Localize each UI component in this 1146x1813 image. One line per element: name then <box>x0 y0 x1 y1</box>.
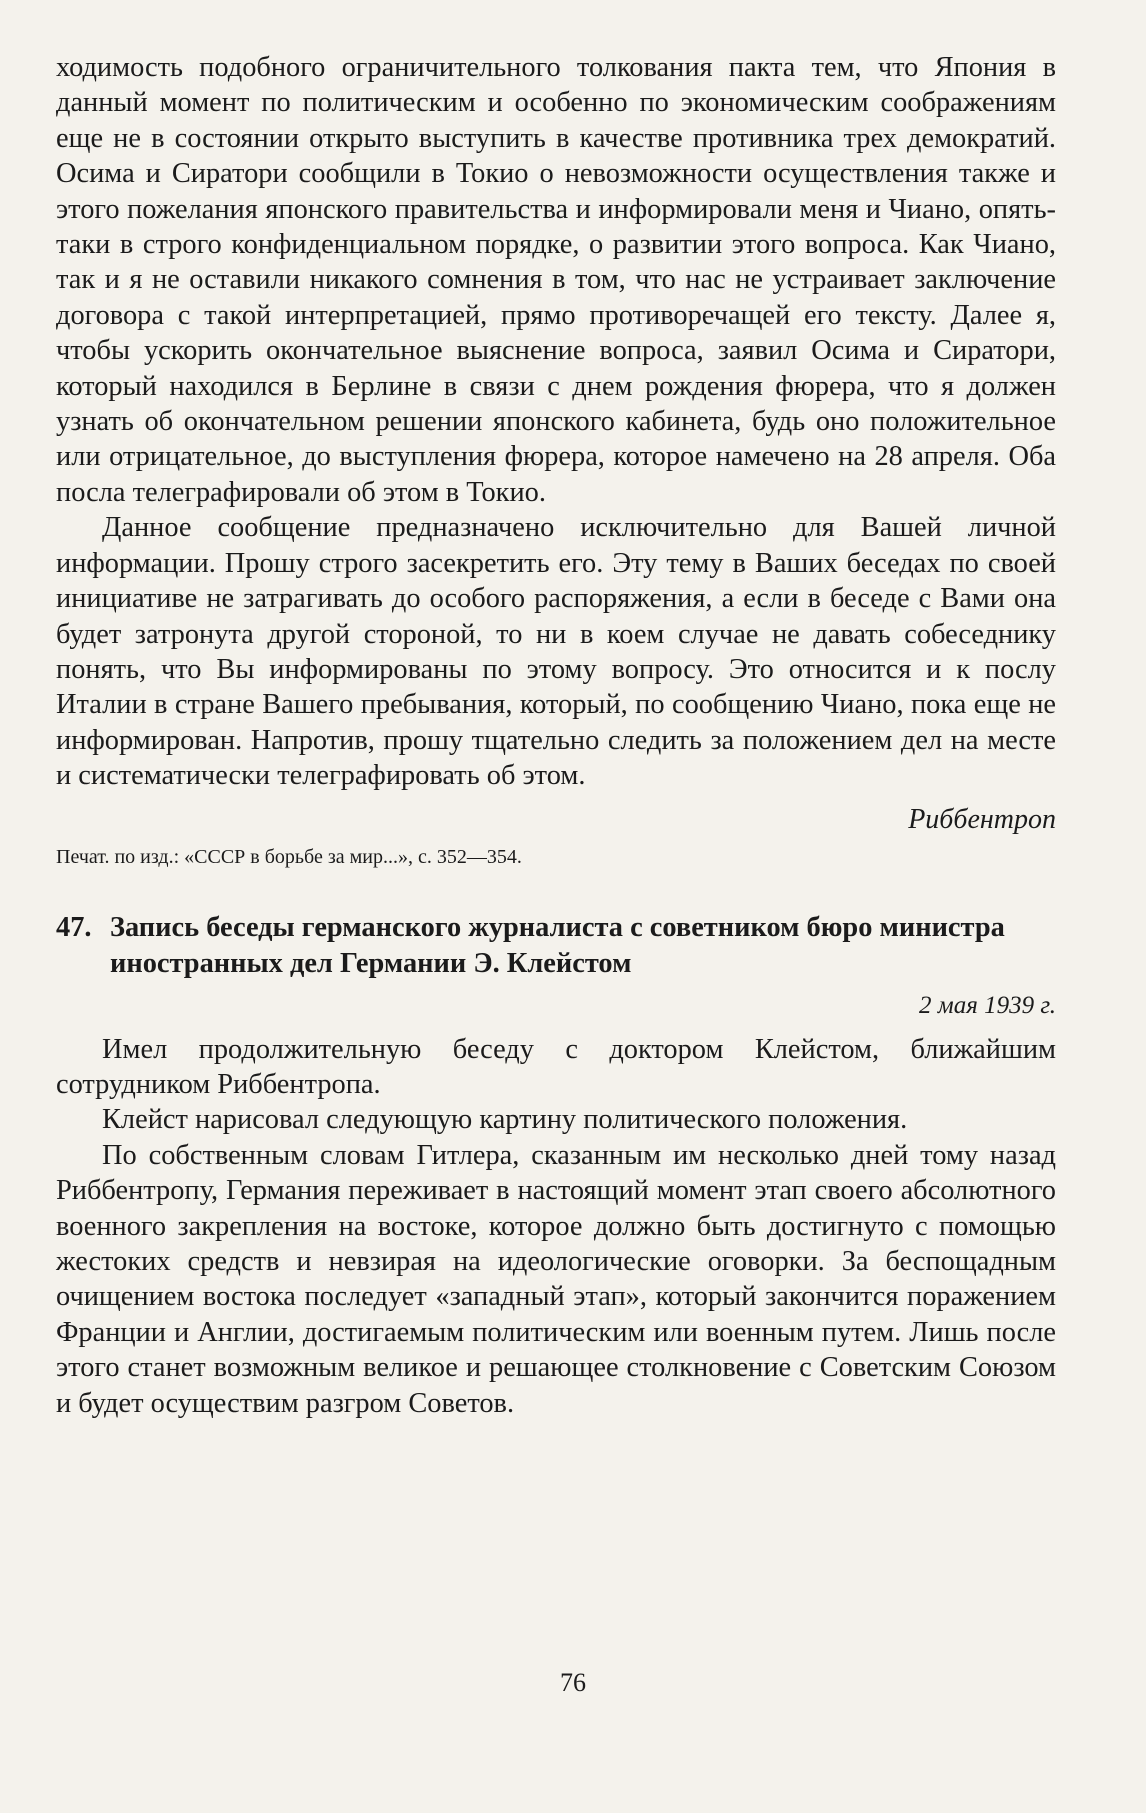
signature: Риббентроп <box>908 803 1056 835</box>
paragraph-continuation: ходимость подобного ограничительного толкования пакта тем, что Япония в данный момент по политическим и особенно по экономическим соображениям еще не в состоянии открыто выступить в качестве противника трех демократий. Осима и Сиратори сообщили в Токио о невозможности осуществления также и этого пожелания японского правительства и информировали меня и Чиано, опять-таки в строго конфиденциальном порядке, о развитии этого вопроса. Как Чиано, так и я не оставили никакого сомнения в том, что нас не устраивает заключение договора с такой интерпретацией, прямо противоречащей его тексту. Далее я, чтобы ускорить окончательное выяснение вопроса, заявил Осима и Сиратори, который находился в Берлине в связи с днем рождения фюрера, что я должен узнать об окончательном решении японского кабинета, будь оно положительное или отрицательное, до выступления фюрера, которое намечено на 28 апреля. Оба посла телеграфировали об этом в Токио. <box>56 52 1056 508</box>
document-title: Запись беседы германского журналиста с советником бюро министра иностранных дел Германии Э. Клейстом <box>110 911 1005 979</box>
document-number: 47. <box>56 911 92 943</box>
page-number: 76 <box>560 1668 586 1697</box>
paragraph-1: Имел продолжительную беседу с доктором Клейстом, ближайшим сотрудником Риббентропа. <box>56 1033 1056 1100</box>
paragraph-instructions: Данное сообщение предназначено исключительно для Вашей личной информации. Прошу строго засекретить его. Эту тему в Ваших беседах по своей инициативе не затрагивать до особого распоряжения, а если в беседе с Вами она будет затронута другой стороной, то ни в коем случае не давать собеседнику понять, что Вы информированы по этому вопросу. Это относится и к послу Италии в стране Вашего пребывания, который, по сообщению Чиано, пока еще не информирован. Напротив, прошу тщательно следить за положением дел на месте и систематически телеграфировать об этом. <box>56 512 1056 792</box>
source-note: Печат. по изд.: «СССР в борьбе за мир...», с. 352—354. <box>56 845 522 868</box>
document-heading <box>56 910 1056 982</box>
paragraph-3: По собственным словам Гитлера, сказанным им несколько дней тому назад Риббентропу, Германия переживает в настоящий момент этап своего абсолютного военного закрепления на востоке, которое должно быть достигнуто с помощью жестоких средств и невзирая на идеологические оговорки. За беспощадным очищением востока последует «западный этап», который закончится поражением Франции и Англии, достигаемым политическим или военным путем. Лишь после этого станет возможным великое и решающее столкновение с Советским Союзом и будет осуществим разгром Советов. <box>56 1139 1056 1419</box>
paragraph-2: Клейст нарисовал следующую картину политического положения. <box>102 1104 908 1136</box>
document-date: 2 мая 1939 г. <box>919 991 1056 1019</box>
page-body <box>56 50 1056 1421</box>
